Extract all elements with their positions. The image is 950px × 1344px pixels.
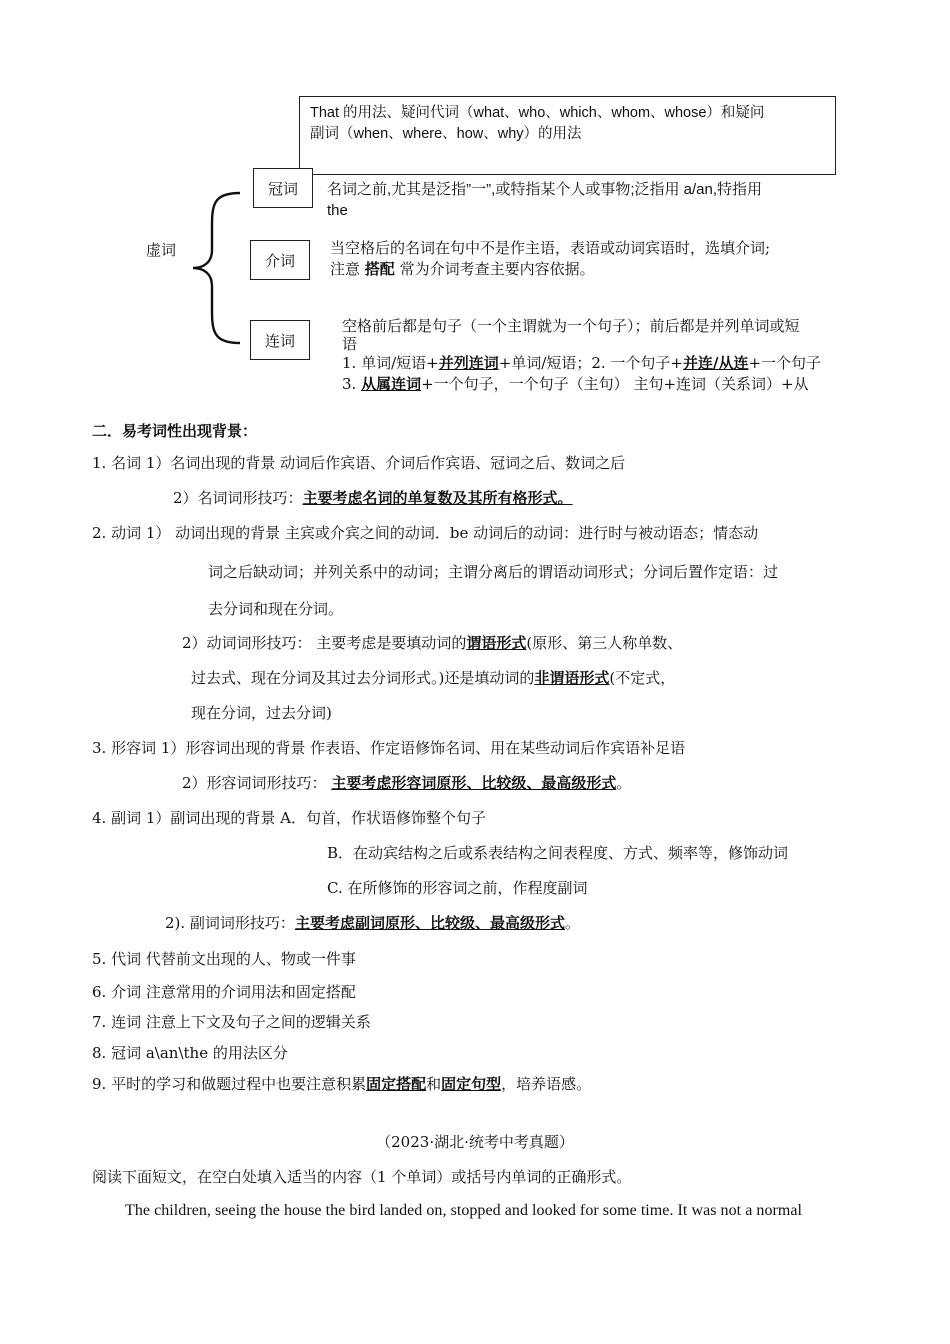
adjective-background: 3. 形容词 1）形容词出现的背景 作表语、作定语修饰名词、用在某些动词后作宾语补足语 (92, 739, 686, 757)
curly-brace-icon (188, 188, 248, 348)
root-label: 虚词 (146, 241, 177, 259)
exam-instruction: 阅读下面短文，在空白处填入适当的内容（1 个单词）或括号内单词的正确形式。 (92, 1168, 632, 1186)
callout-line-1: That 的用法、疑问代词（what、who、which、whom、whose）和疑问 (310, 105, 765, 121)
section-title: 二．易考词性出现背景： (92, 422, 258, 440)
branch-box-conjunction (250, 320, 310, 360)
adverb-background-a: 4. 副词 1）副词出现的背景 A．句首，作状语修饰整个句子 (92, 809, 486, 827)
branch-desc-preposition-2: 注意 搭配 常为介词考查主要内容依据。 (330, 260, 595, 278)
callout-line-2: 副词（when、where、how、why）的用法 (310, 126, 582, 142)
adjective-technique: 2）形容词词形技巧： 主要考虑形容词原形、比较级、最高级形式。 (182, 774, 632, 792)
branch-label-preposition: 介词 (264, 252, 295, 270)
verb-background-2: 词之后缺动词；并列关系中的动词；主谓分离后的谓语动词形式；分词后置作定语：过 (208, 563, 779, 581)
branch-label-article: 冠词 (267, 180, 298, 198)
branch-label-conjunction: 连词 (264, 332, 295, 350)
study-tip: 9. 平时的学习和做题过程中也要注意积累固定搭配和固定句型，培养语感。 (92, 1075, 592, 1093)
verb-background-1: 2. 动词 1） 动词出现的背景 主宾或介宾之间的动词．be 动词后的动词：进行时与被动语态；情态动 (92, 524, 759, 542)
callout-box (299, 96, 836, 175)
branch-desc-conjunction: 空格前后都是句子（一个主谓就为一个句子）；前后都是并列单词或短 语 1. 单词/短语+并列连词+单词/短语；2. 一个句子+并连/从连+一个句子 3. 从属连词+一个句子，一个句子（主句） 主句+连词（关系词）+从 (342, 317, 822, 393)
branch-desc-preposition-1: 当空格后的名词在句中不是作主语，表语或动词宾语时，选填介词; (330, 239, 771, 257)
verb-technique-1: 2）动词词形技巧： 主要考虑是要填动词的谓语形式(原形、第三人称单数、 (182, 634, 683, 652)
noun-background: 1. 名词 1）名词出现的背景 动词后作宾语、介词后作宾语、冠词之后、数词之后 (92, 454, 626, 472)
verb-technique-3: 现在分词，过去分词) (191, 704, 332, 722)
noun-technique: 2）名词词形技巧：主要考虑名词的单复数及其所有格形式。 (173, 489, 573, 507)
preposition-item: 6. 介词 注意常用的介词用法和固定搭配 (92, 983, 356, 1001)
pronoun-item: 5. 代词 代替前文出现的人、物或一件事 (92, 950, 356, 968)
branch-desc-article: 名词之前,尤其是泛指”一”,或特指某个人或事物;泛指用 a/an,特指用 the (327, 181, 763, 219)
branch-box-article (253, 168, 313, 208)
conjunction-item: 7. 连词 注意上下文及句子之间的逻辑关系 (92, 1013, 371, 1031)
adverb-background-c: C. 在所修饰的形容词之前，作程度副词 (327, 879, 588, 897)
verb-background-3: 去分词和现在分词。 (208, 600, 344, 618)
branch-box-preposition (250, 240, 310, 280)
article-item: 8. 冠词 a\an\the 的用法区分 (92, 1044, 288, 1062)
exam-passage: The children, seeing the house the bird landed on, stopped and looked for some time. It was not a normal (125, 1202, 803, 1219)
adverb-background-b: B．在动宾结构之后或系表结构之间表程度、方式、频率等，修饰动词 (327, 844, 789, 862)
verb-technique-2: 过去式、现在分词及其过去分词形式。)还是填动词的非谓语形式(不定式， (191, 669, 676, 687)
exam-source: （2023·湖北·统考中考真题） (376, 1133, 574, 1151)
adverb-technique: 2). 副词词形技巧：主要考虑副词原形、比较级、最高级形式。 (165, 914, 580, 932)
